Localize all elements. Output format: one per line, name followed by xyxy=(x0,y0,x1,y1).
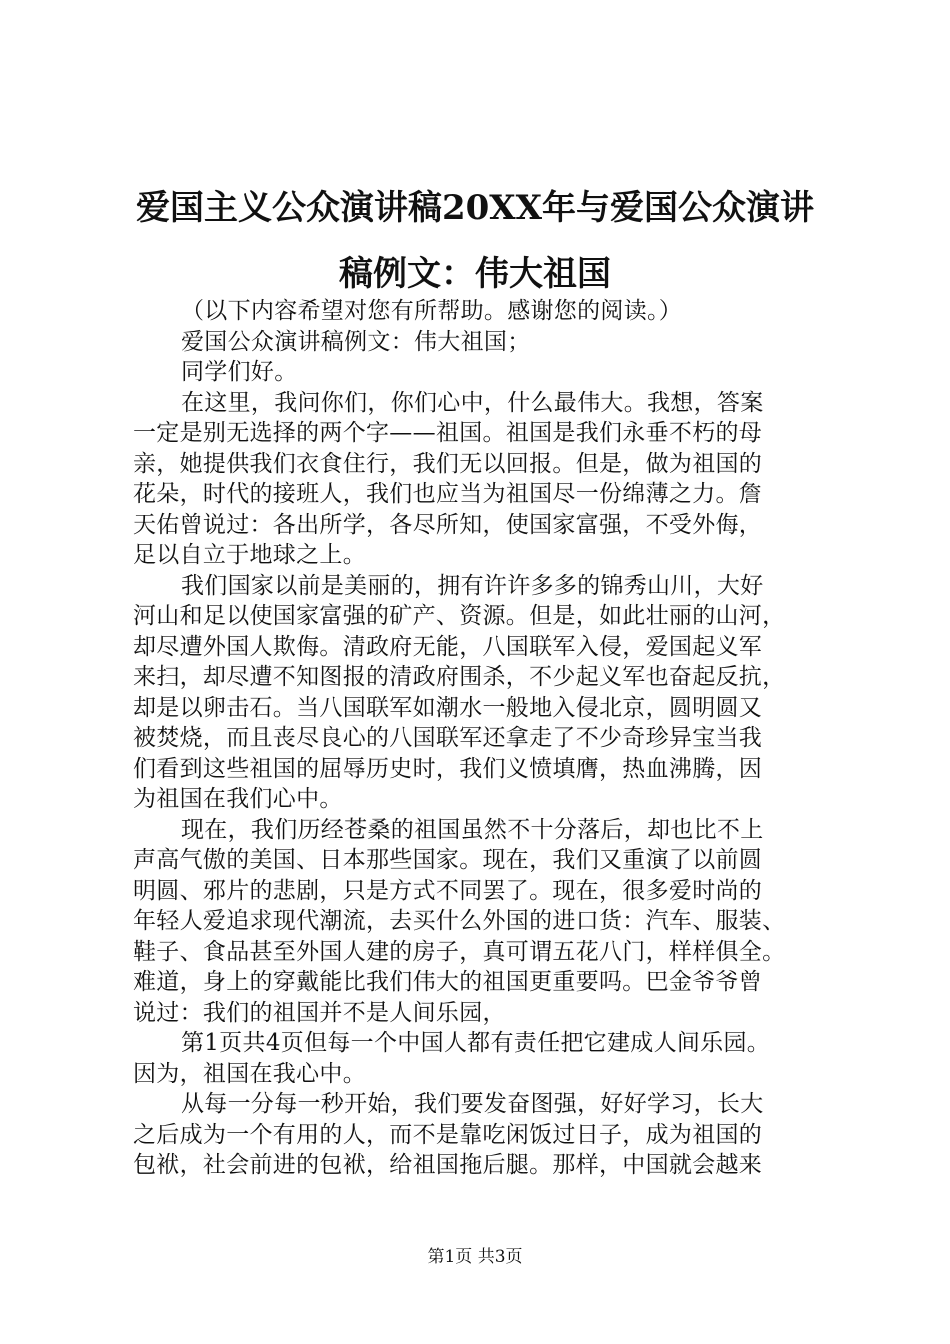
body-line: 鞋子、食品甚至外国人建的房子，真可谓五花八门，样样俱全。 xyxy=(133,938,786,965)
body-line: 爱国公众演讲稿例文：伟大祖国； xyxy=(181,328,531,355)
title-line-1: 爱国主义公众演讲稿20XX年与爱国公众演讲 xyxy=(135,188,815,228)
body-line: 之后成为一个有用的人，而不是靠吃闲饭过日子，成为祖国的 xyxy=(133,1121,763,1148)
body-line: 却尽遭外国人欺侮。清政府无能，八国联军入侵，爱国起义军 xyxy=(133,633,763,660)
body-line: （以下内容希望对您有所帮助。感谢您的阅读。） xyxy=(181,298,683,324)
body-line: 包袱，社会前进的包袱，给祖国拖后腿。那样，中国就会越来 xyxy=(133,1152,763,1178)
body-line: 我们国家以前是美丽的，拥有许许多多的锦秀山川，大好 xyxy=(181,572,764,599)
body-line: 为祖国在我们心中。 xyxy=(133,786,343,812)
body-line: 被焚烧，而且丧尽良心的八国联军还拿走了不少奇珍异宝当我 xyxy=(133,725,763,751)
body-line: 现在，我们历经苍桑的祖国虽然不十分落后，却也比不上 xyxy=(181,816,764,843)
body-line: 足以自立于地球之上。 xyxy=(133,542,366,568)
body-line: 亲，她提供我们衣食住行，我们无以回报。但是，做为祖国的 xyxy=(133,450,763,477)
page-footer: 第1页 共3页 xyxy=(427,1247,523,1267)
document-body xyxy=(133,296,833,1181)
body-line: 天佑曾说过：各出所学，各尽所知，使国家富强，不受外侮， xyxy=(133,511,763,538)
body-line: 从每一分每一秒开始，我们要发奋图强，好好学习，长大 xyxy=(181,1091,764,1117)
body-line: 说过：我们的祖国并不是人间乐园， xyxy=(133,999,506,1026)
document-title xyxy=(120,175,830,307)
body-line: 难道，身上的穿戴能比我们伟大的祖国更重要吗。巴金爷爷曾 xyxy=(133,969,763,995)
body-line: 在这里，我问你们，你们心中，什么最伟大。我想，答案 xyxy=(181,389,764,416)
title-line-2: 稿例文：伟大祖国 xyxy=(339,254,611,294)
body-line: 同学们好。 xyxy=(181,359,298,385)
body-line: 一定是别无选择的两个字——祖国。祖国是我们永垂不朽的母 xyxy=(133,420,763,446)
body-line: 河山和足以使国家富强的矿产、资源。但是，如此壮丽的山河， xyxy=(133,603,786,629)
body-line: 年轻人爱追求现代潮流，去买什么外国的进口货：汽车、服装、 xyxy=(133,908,786,934)
body-line: 们看到这些祖国的屈辱历史时，我们义愤填膺，热血沸腾，因 xyxy=(133,755,763,782)
body-line: 因为，祖国在我心中。 xyxy=(133,1060,366,1087)
body-line: 第1页共4页但每一个中国人都有责任把它建成人间乐园。 xyxy=(181,1030,771,1056)
body-line: 花朵，时代的接班人，我们也应当为祖国尽一份绵薄之力。詹 xyxy=(133,481,763,507)
body-line: 声高气傲的美国、日本那些国家。现在，我们又重演了以前圆 xyxy=(133,847,763,873)
body-line: 却是以卵击石。当八国联军如潮水一般地入侵北京，圆明圆又 xyxy=(133,694,763,721)
body-line: 明圆、邪片的悲剧，只是方式不同罢了。现在，很多爱时尚的 xyxy=(133,877,763,904)
body-line: 来扫，却尽遭不知图报的清政府围杀，不少起义军也奋起反抗， xyxy=(133,664,786,690)
